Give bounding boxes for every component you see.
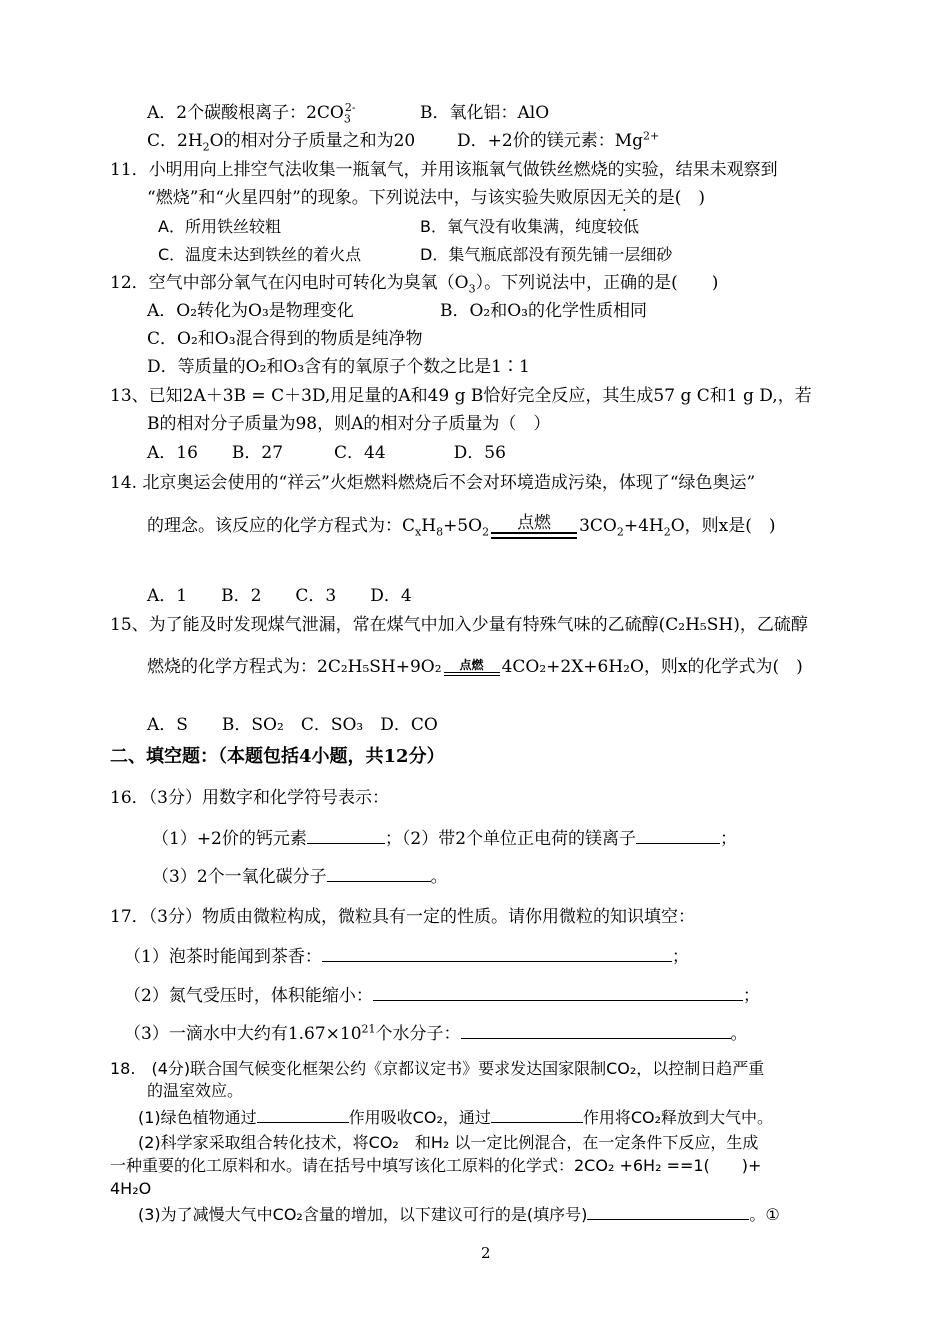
q10-option-c: C．$2H_2O$的相对分子质量之和为20 xyxy=(147,131,416,154)
q18-part2-line1: (2)科学家采取组合转化技术，将CO₂ 和H₂ 以一定比例混合，在一定条件下反应，生成 xyxy=(138,1133,759,1152)
q12-stem: 12．空气中部分氧气在闪电时可转化为臭氧$(O_3)$。下列说法中，正确的是( ) xyxy=(110,273,719,296)
q18-part1: (1)绿色植物通过 作用吸收CO₂，通过 作用将CO₂释放到大气中。 xyxy=(138,1108,774,1127)
q14-options: A．1 B．2 C．3 D．4 xyxy=(147,586,412,606)
q18-stem-line1: 18. (4分)联合国气候变化框架公约《京都议定书》要求发达国家限制CO₂，以控制日趋严重 xyxy=(110,1059,765,1078)
reaction-condition-ignite: 点燃 xyxy=(444,659,500,676)
q12-option-b: B．O₂和O₃的化学性质相同 xyxy=(440,301,647,321)
q18-part2-line2: 一种重要的化工原料和水。请在括号中填写该化工原料的化学式：2CO₂ +6H₂ ==1( )+ xyxy=(110,1156,762,1175)
q13-stem-line2: B的相对分子质量为98，则A的相对分子质量为（ ） xyxy=(147,414,551,434)
q11-stem-line1: 11．小明用向上排空气法收集一瓶氧气，并用该瓶氧气做铁丝燃烧的实验，结果未观察到 xyxy=(110,160,778,180)
q17-part2: （2）氮气受压时，体积能缩小： ； xyxy=(124,986,760,1006)
answer-blank[interactable] xyxy=(307,827,385,844)
q13-stem-line1: 13、已知2A＋3B = C＋3D,用足量的A和49 g B恰好完全反应，其生成57 g C和1 g D,，若 xyxy=(110,386,812,406)
q17-stem: 17．（3分）物质由微粒构成，微粒具有一定的性质。请你用微粒的知识填空： xyxy=(110,907,695,927)
answer-blank[interactable] xyxy=(636,827,720,844)
q16-stem: 16．（3分）用数字和化学符号表示： xyxy=(110,788,389,808)
q10-option-d: D．+2价的镁元素：$Mg^{2+}$ xyxy=(457,129,660,151)
q11-stem-line2: “燃烧”和“火星四射”的现象。下列说法中，与该实验失败原因无关的是( ) xyxy=(147,188,706,208)
answer-blank[interactable] xyxy=(461,1022,731,1039)
q15-options: A．S B．SO₂ C．SO₃ D．CO xyxy=(147,715,438,735)
answer-blank[interactable] xyxy=(322,945,672,962)
q18-part2-line3: 4H₂O xyxy=(110,1179,152,1198)
reaction-condition-ignite: 点燃 xyxy=(491,514,577,539)
q11-option-c: C．温度未达到铁丝的着火点 xyxy=(158,245,362,264)
q12-option-d: D．等质量的O₂和O₃含有的氧原子个数之比是1∶1 xyxy=(147,357,530,377)
answer-blank[interactable] xyxy=(587,1203,749,1220)
q14-equation: 的理念。该反应的化学方程式为：$C_xH_8+5O_2$ 点燃 $3CO_2+4H_2O$，则x是( ) xyxy=(147,513,776,539)
q15-stem-line1: 15、为了能及时发现煤气泄漏，常在煤气中加入少量有特殊气味的乙硫醇(C₂H₅SH)，乙硫醇 xyxy=(110,615,808,635)
answer-blank[interactable] xyxy=(327,865,431,882)
q13-options: A．16 B．27 C．44 D．56 xyxy=(147,443,506,463)
answer-blank[interactable] xyxy=(491,1106,583,1123)
q18-part3: (3)为了减慢大气中CO₂含量的增加，以下建议可行的是(填序号) 。① xyxy=(138,1205,780,1224)
q15-equation: 燃烧的化学方程式为：2C₂H₅SH+9O₂ 点燃 4CO₂+2X+6H₂O，则x的化学式为( ) xyxy=(147,657,803,677)
q11-emphasis: 无关 xyxy=(606,188,641,208)
q16-part3: （3）2个一氧化碳分子 。 xyxy=(152,867,448,887)
q17-part3: （3）一滴水中大约有$1.67\times 10^{21}$个水分子： 。 xyxy=(124,1022,748,1044)
q12-option-c: C．O₂和O₃混合得到的物质是纯净物 xyxy=(147,329,423,349)
q10-option-a: A．2个碳酸根离子：$2CO_3^{2-}$ xyxy=(147,101,356,126)
q16-part1: （1）+2价的钙元素 ；（2）带2个单位正电荷的镁离子 ； xyxy=(152,829,738,849)
q12-option-a: A．O₂转化为O₃是物理变化 xyxy=(147,301,354,321)
q11-option-a: A．所用铁丝较粗 xyxy=(158,217,281,236)
section-heading: 二、填空题：（本题包括4小题，共12分） xyxy=(110,746,445,767)
answer-blank[interactable] xyxy=(373,984,743,1001)
q10-option-b: B．氧化铝：AlO xyxy=(420,103,550,123)
q11-option-b: B．氧气没有收集满，纯度较低 xyxy=(420,217,639,236)
q18-stem-line2: 的温室效应。 xyxy=(147,1081,244,1100)
q17-part1: （1）泡茶时能闻到茶香： ； xyxy=(124,947,689,967)
q11-option-d: D．集气瓶底部没有预先铺一层细砂 xyxy=(420,245,673,264)
answer-blank[interactable] xyxy=(257,1106,349,1123)
page-number: 2 xyxy=(481,1244,491,1262)
q14-stem-line1: 14. 北京奥运会使用的“祥云”火炬燃料燃烧后不会对环境造成污染，体现了“绿色奥运” xyxy=(110,473,756,493)
